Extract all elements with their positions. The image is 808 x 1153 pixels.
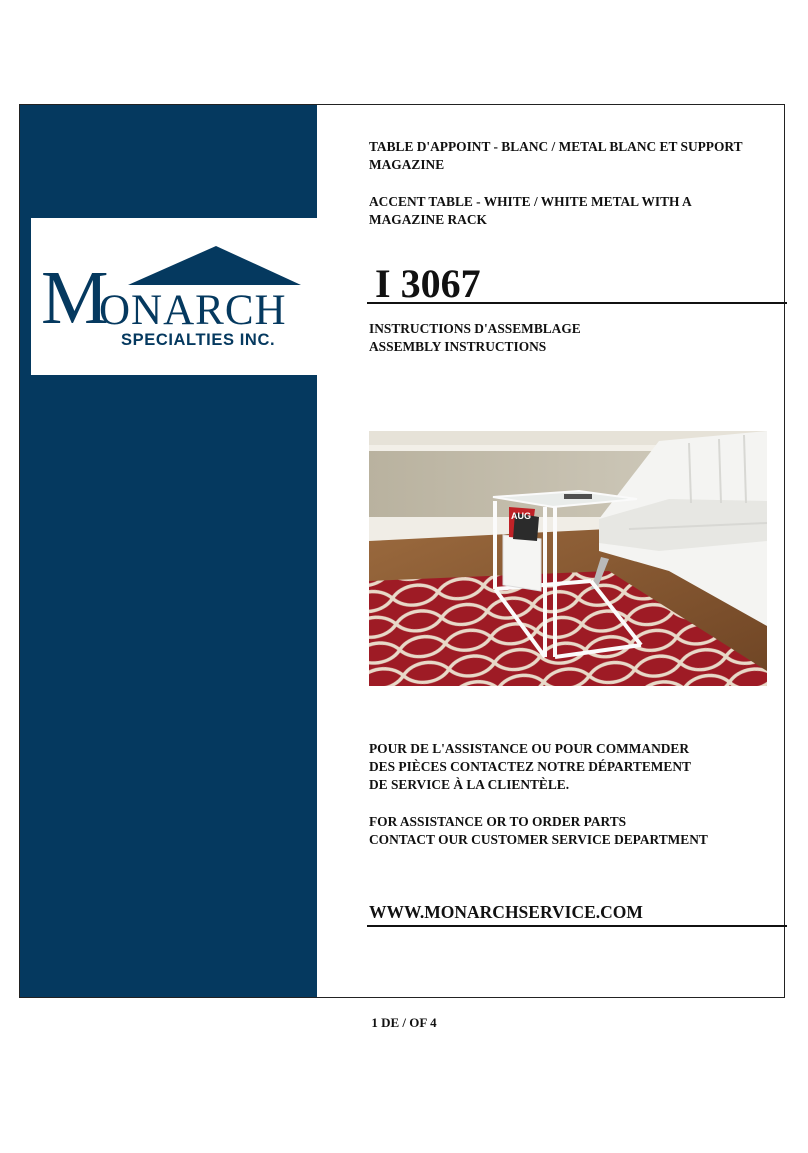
assistance-fr-line: DE SERVICE À LA CLIENTÈLE.: [369, 777, 570, 792]
product-title-fr: TABLE D'APPOINT - BLANC / METAL BLANC ET SUPPORT MAGAZINE: [369, 139, 743, 172]
website-divider: [367, 925, 787, 927]
model-divider: [367, 302, 787, 304]
logo-initial: M: [41, 256, 109, 340]
assistance-fr-line: POUR DE L'ASSISTANCE OU POUR COMMANDER: [369, 741, 690, 756]
assistance-en-line: CONTACT OUR CUSTOMER SERVICE DEPARTMENT: [369, 832, 708, 847]
instructions-en: ASSEMBLY INSTRUCTIONS: [369, 339, 547, 354]
instructions-heading: [369, 320, 581, 356]
product-title-en: ACCENT TABLE - WHITE / WHITE METAL WITH A MAGAZINE RACK: [369, 194, 691, 227]
logo-subtitle: SPECIALTIES INC.: [121, 331, 276, 349]
assistance-en-line: FOR ASSISTANCE OR TO ORDER PARTS: [369, 814, 627, 829]
assistance-text-fr: [369, 740, 691, 794]
magazine-cover-text: AUG: [511, 511, 531, 521]
logo-wordmark: ONARCH: [99, 287, 287, 334]
page-number: 1 DE / OF 4: [371, 1015, 437, 1030]
product-photo: [369, 431, 767, 686]
model-number: I 3067: [375, 261, 481, 306]
website-link[interactable]: WWW.MONARCHSERVICE.COM: [369, 902, 643, 922]
monarch-logo: [31, 218, 317, 375]
assistance-fr-line: DES PIÈCES CONTACTEZ NOTRE DÉPARTEMENT: [369, 759, 691, 774]
assistance-text-en: [369, 813, 708, 849]
instructions-fr: INSTRUCTIONS D'ASSEMBLAGE: [369, 321, 581, 336]
